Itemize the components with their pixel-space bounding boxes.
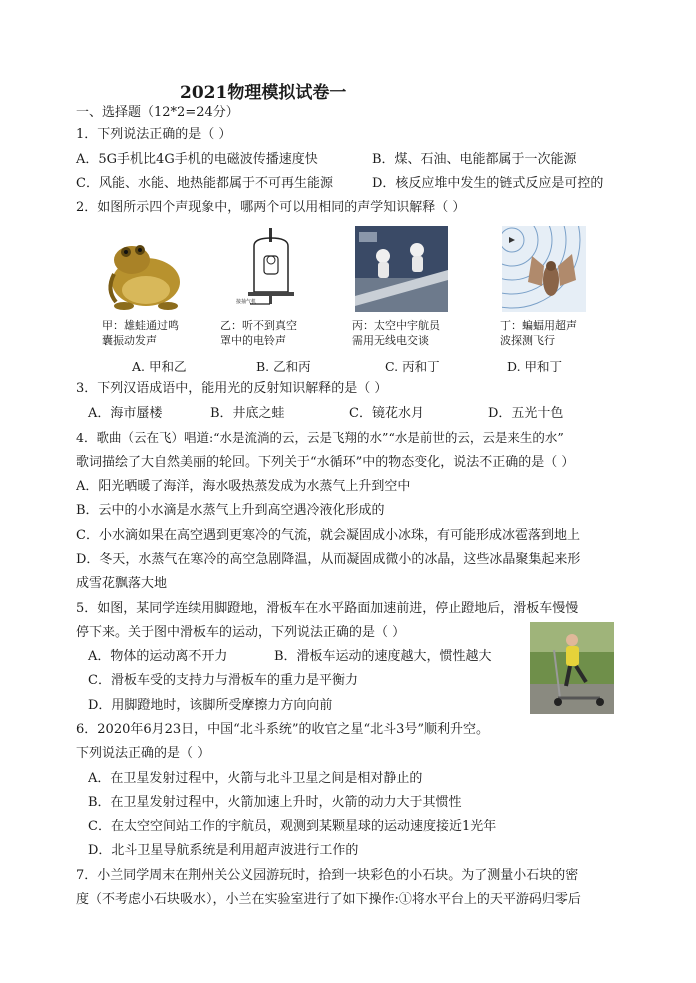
q5-option-a: A．物体的运动离不开力 — [88, 649, 228, 664]
q1-option-d: D．核反应堆中发生的链式反应是可控的 — [372, 176, 604, 191]
caption-bing-line2: 需用无线电交谈 — [352, 334, 429, 347]
q6-option-b: B．在卫星发射过程中，火箭加速上升时，火箭的动力大于其惯性 — [88, 795, 462, 810]
bat-image — [502, 226, 586, 312]
q2-option-c: C. 丙和丁 — [385, 359, 440, 374]
q2-stem: 2．如图所示四个声现象中，哪两个可以用相同的声学知识解释（ ） — [76, 200, 466, 215]
q5-option-b: B．滑板车运动的速度越大，惯性越大 — [274, 649, 492, 664]
q6-option-c: C．在太空空间站工作的宇航员，观测到某颗星球的运动速度接近1光年 — [88, 819, 497, 834]
q4-option-d-line1: D．冬天，水蒸气在寒冷的高空急剧降温，从而凝固成微小的冰晶，这些冰晶聚集起来形 — [76, 552, 581, 567]
q2-option-b: B. 乙和丙 — [256, 359, 311, 374]
frog-image — [102, 230, 186, 314]
q6-stem-line2: 下列说法正确的是（ ） — [76, 746, 211, 761]
q2-option-a: A. 甲和乙 — [132, 359, 187, 374]
caption-jia-line2: 囊振动发声 — [102, 334, 157, 347]
q4-option-d-line2: 成雪花飘落大地 — [76, 576, 168, 591]
q7-stem-line1: 7．小兰同学周末在荆州关公义园游玩时，拾到一块彩色的小石块。为了测量小石块的密 — [76, 868, 579, 883]
caption-ding-line2: 波探测飞行 — [500, 334, 555, 347]
q1-option-b: B．煤、石油、电能都属于一次能源 — [372, 152, 577, 167]
q4-stem-line1: 4．歌曲（云在飞）唱道:“水是流淌的云，云是飞翔的水”“水是前世的云，云是来生的水” — [76, 430, 564, 445]
q3-stem: 3．下列汉语成语中，能用光的反射知识解释的是（ ） — [76, 381, 388, 396]
scooter-image — [530, 622, 614, 714]
q5-stem-line1: 5．如图，某同学连续用脚蹬地，滑板车在水平路面加速前进，停止蹬地后，滑板车慢慢 — [76, 601, 579, 616]
q4-option-c: C．小水滴如果在高空遇到更寒冷的气流，就会凝固成小冰珠，有可能形成冰雹落到地上 — [76, 528, 580, 543]
q3-option-a: A．海市蜃楼 — [88, 406, 163, 421]
page-title: 2021物理模拟试卷一 — [180, 83, 347, 103]
caption-jia-line1: 甲：雄蛙通过鸣 — [102, 319, 179, 332]
caption-ding-line1: 丁：蝙蝠用超声 — [500, 319, 577, 332]
q3-option-d: D．五光十色 — [488, 406, 564, 421]
q5-option-c: C．滑板车受的支持力与滑板车的重力是平衡力 — [88, 673, 358, 688]
q3-option-c: C．镜花水月 — [349, 406, 424, 421]
q6-option-d: D．北斗卫星导航系统是利用超声波进行工作的 — [88, 843, 359, 858]
astronauts-image — [355, 226, 448, 312]
q3-option-b: B．井底之蛙 — [210, 406, 285, 421]
caption-yi-line2: 罩中的电铃声 — [220, 334, 286, 347]
q6-option-a: A．在卫星发射过程中，火箭与北斗卫星之间是相对静止的 — [88, 771, 423, 786]
q7-stem-line2: 度（不考虑小石块吸水），小兰在实验室进行了如下操作:①将水平台上的天平游码归零后 — [76, 892, 581, 907]
pump-label: 接抽气机 — [236, 299, 257, 305]
q1-option-a: A．5G手机比4G手机的电磁波传播速度快 — [76, 152, 318, 167]
caption-bing-line1: 丙：太空中宇航员 — [352, 319, 440, 332]
q5-option-d: D．用脚蹬地时，该脚所受摩擦力方向向前 — [88, 698, 333, 713]
q2-option-d: D. 甲和丁 — [507, 359, 563, 374]
q6-stem-line1: 6．2020年6月23日，中国“北斗系统”的收官之星“北斗3号”顺利升空。 — [76, 722, 490, 737]
q1-option-c: C．风能、水能、地热能都属于不可再生能源 — [76, 176, 333, 191]
q5-stem-line2: 停下来。关于图中滑板车的运动，下列说法正确的是（ ） — [76, 625, 406, 640]
q4-option-a: A．阳光晒暖了海洋，海水吸热蒸发成为水蒸气上升到空中 — [76, 479, 411, 494]
q1-stem: 1．下列说法正确的是（ ） — [76, 127, 232, 142]
section-heading: 一、选择题（12*2=24分） — [76, 105, 239, 120]
q4-stem-line2: 歌词描绘了大自然美丽的轮回。下列关于“水循环”中的物态变化，说法不正确的是（ ） — [76, 455, 575, 470]
q4-option-b: B．云中的小水滴是水蒸气上升到高空遇冷液化形成的 — [76, 503, 385, 518]
caption-yi-line1: 乙：听不到真空 — [220, 319, 297, 332]
